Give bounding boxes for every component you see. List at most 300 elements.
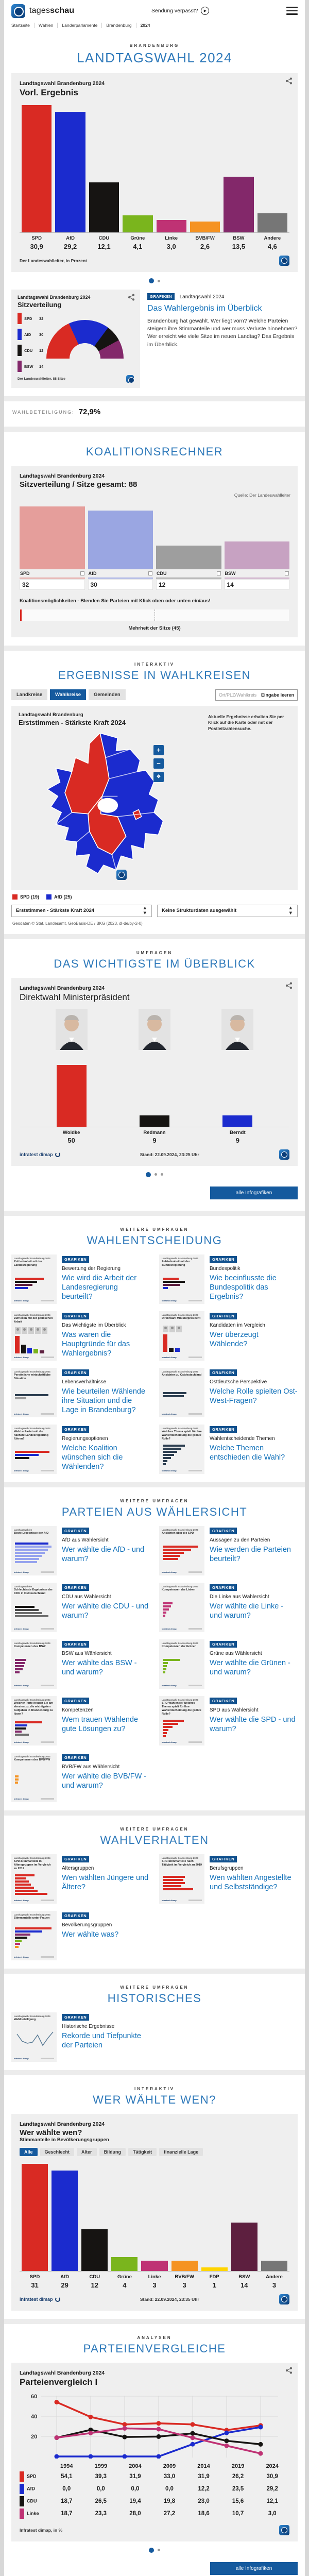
- breadcrumb-item[interactable]: 2024: [140, 23, 150, 28]
- bar-category-label: SPD: [29, 2274, 40, 2280]
- bar-BVB/FW: [190, 222, 220, 232]
- metric-select[interactable]: Erststimmen - Stärkste Kraft 2024 ▲ ▼: [11, 905, 152, 917]
- teaser-thumbnail[interactable]: [11, 2012, 57, 2062]
- teaser-thumbnail[interactable]: [159, 1526, 204, 1575]
- infratest-dimap-logo: infratest dimap: [162, 1627, 177, 1630]
- teaser-headline[interactable]: Wie werden die Parteien beurteilt?: [210, 1545, 291, 1563]
- teaser-headline[interactable]: Welche Themen entschieden die Wahl?: [210, 1444, 285, 1462]
- candidate-photo-Berndt: [209, 1009, 266, 1050]
- teaser[interactable]: [159, 1368, 298, 1417]
- card-title: Parteienvergleich I: [20, 2377, 98, 2387]
- thumb-chart: [162, 1649, 202, 1684]
- filter-bildung[interactable]: Bildung: [99, 2148, 126, 2156]
- teaser-text[interactable]: [210, 1854, 298, 1904]
- carousel-dots[interactable]: [4, 2541, 305, 2559]
- thumb-stand-placeholder: [41, 1413, 54, 1415]
- missed-broadcast-link[interactable]: [151, 7, 209, 15]
- infratest-dimap-logo: infratest dimap: [14, 1355, 29, 1359]
- thumb-caption: Beste Ergebnisse der AfD: [14, 1531, 49, 1535]
- candidate-label: [43, 1127, 100, 1144]
- thumb-bar: [163, 1287, 168, 1289]
- teaser-topic: BSW aus Wählersicht: [62, 1650, 112, 1656]
- teaser[interactable]: [159, 1311, 298, 1361]
- zoom-reset-button[interactable]: ✥: [153, 772, 164, 782]
- teaser[interactable]: [159, 1696, 298, 1745]
- breadcrumb-item[interactable]: Brandenburg: [102, 23, 136, 28]
- thumb-bar: [15, 1721, 42, 1723]
- comparison-source: Infratest dimap, in %: [20, 2527, 63, 2533]
- coalition-checkbox[interactable]: [80, 571, 84, 575]
- carousel-dots[interactable]: [4, 272, 305, 290]
- coalition-column-SPD[interactable]: [20, 506, 85, 590]
- thumb-bar: [15, 1943, 20, 1945]
- teaser-thumbnail[interactable]: [159, 1311, 204, 1361]
- thumb-photo: [15, 1327, 21, 1334]
- thumb-bar: [15, 1727, 26, 1730]
- legend-item: [18, 313, 43, 324]
- coalition-column-BSW[interactable]: [225, 541, 290, 589]
- teaser-text[interactable]: [62, 1696, 150, 1745]
- thumb-caption: Zufriedenheit mit der Bundesregierung: [162, 1260, 190, 1267]
- teaser-thumbnail[interactable]: [11, 1639, 57, 1689]
- tagesschau-watermark-icon: [279, 1149, 289, 1160]
- share-icon[interactable]: [285, 2367, 293, 2374]
- section-wer-waehlte-wen: [4, 2075, 305, 2319]
- bar-label-column: [89, 233, 119, 250]
- thumb-caption: Stimmanteile unter Frauen: [14, 1916, 50, 1920]
- teaser-topic: Bevölkerungsgruppen: [62, 1922, 112, 1928]
- teaser-headline[interactable]: Das Wahlergebnis im Überblick: [147, 304, 262, 313]
- thumb-bar: [15, 1671, 20, 1673]
- infratest-dimap-logo: infratest dimap: [162, 1355, 177, 1359]
- coalition-column-AfD[interactable]: [88, 511, 153, 590]
- thumb-bar: [163, 1659, 180, 1661]
- teaser-thumbnail[interactable]: [11, 1854, 57, 1904]
- teaser-headline[interactable]: Wer wählte die SPD - und warum?: [210, 1715, 296, 1733]
- coalition-party-row[interactable]: [20, 569, 85, 579]
- teaser-headline[interactable]: Wem trauen Wählende gute Lösungen zu?: [62, 1715, 139, 1733]
- teaser[interactable]: [11, 1526, 150, 1575]
- hero-eyebrow: BRANDENBURG: [129, 43, 180, 48]
- coalition-column-CDU[interactable]: [156, 546, 221, 590]
- tab-gemeinden[interactable]: Gemeinden: [89, 689, 126, 700]
- section-eyebrow: WEITERE UMFRAGEN: [120, 1498, 189, 1503]
- teaser[interactable]: [11, 1311, 150, 1361]
- thumb-bar: [27, 1348, 32, 1354]
- brandenburg-map[interactable]: [19, 730, 188, 884]
- teaser-text[interactable]: [210, 1425, 298, 1474]
- teaser[interactable]: [11, 1639, 150, 1689]
- teaser-thumbnail[interactable]: [11, 1311, 57, 1361]
- search-input[interactable]: [215, 689, 298, 701]
- thumb-bar: [15, 1930, 42, 1933]
- thumb-source: [162, 1684, 202, 1687]
- grafiken-badge: GRAFIKEN: [62, 1754, 89, 1761]
- teaser-text[interactable]: [62, 1368, 150, 1417]
- teaser[interactable]: [159, 1639, 298, 1689]
- teaser-thumbnail[interactable]: [11, 1911, 57, 1960]
- thumb-bar: [163, 1552, 184, 1554]
- coalition-bar[interactable]: [88, 511, 153, 569]
- breadcrumb-item[interactable]: Startseite: [11, 23, 35, 28]
- thumb-bar: [15, 1937, 27, 1939]
- thumb-bar: [163, 1729, 168, 1731]
- section-eyebrow: INTERAKTIV: [134, 2086, 175, 2091]
- thumb-stand-placeholder: [41, 1741, 54, 1743]
- section-title: KOALITIONSRECHNER: [85, 445, 224, 458]
- thumb-chart: [14, 1267, 54, 1299]
- thumb-kicker: Landtagswahl Brandenburg 2024: [14, 1755, 50, 1758]
- bar-value-label: 29: [61, 2281, 68, 2289]
- teaser[interactable]: [11, 1854, 150, 1904]
- teaser-text[interactable]: [62, 1255, 150, 1304]
- thumb-source: [14, 1741, 54, 1743]
- bar-label-column: [157, 233, 186, 250]
- filter-finanzielle lage[interactable]: finanzielle Lage: [159, 2148, 203, 2156]
- structure-select[interactable]: Keine Strukturdaten ausgewählt ▲ ▼: [157, 905, 298, 917]
- teaser-headline[interactable]: Wer wählte das BSW - und warum?: [62, 1658, 137, 1676]
- carousel-dot[interactable]: [158, 2549, 160, 2551]
- section-title: HISTORISCHES: [107, 1991, 202, 2005]
- teaser-headline[interactable]: Wer wählte die Linke - und warum?: [210, 1602, 284, 1620]
- teaser-text[interactable]: [210, 1526, 298, 1575]
- bar-Andere: [258, 213, 287, 232]
- result-bar-labels: [20, 233, 289, 250]
- thumb-bar: [15, 1612, 42, 1614]
- bar-column: [81, 2163, 108, 2271]
- section-eyebrow: WEITERE UMFRAGEN: [120, 1227, 189, 1232]
- infratest-dimap-logo: infratest dimap: [14, 1299, 29, 1302]
- teaser-headline[interactable]: Wie beeinflusste die Bundespolitik das Ergebnis?: [210, 1274, 277, 1301]
- teaser-topic: Kompetenzen: [62, 1707, 94, 1713]
- grafiken-badge: GRAFIKEN: [62, 1912, 89, 1919]
- section-title: WAHLENTSCHEIDUNG: [87, 1233, 222, 1247]
- section-title: PARTEIEN AUS WÄHLERSICHT: [61, 1505, 248, 1518]
- teaser-text[interactable]: [62, 1425, 150, 1474]
- share-icon[interactable]: [285, 982, 293, 989]
- carousel-dot[interactable]: [146, 1172, 151, 1177]
- thumb-bar: [163, 1608, 169, 1611]
- legend-seats: 12: [39, 348, 44, 353]
- teaser[interactable]: [11, 1368, 150, 1417]
- carousel-dot[interactable]: [154, 1173, 157, 1176]
- thumb-bar: [163, 1334, 167, 1352]
- teaser[interactable]: [11, 1911, 150, 1960]
- thumb-chart: [162, 1320, 202, 1356]
- teaser[interactable]: [11, 1425, 150, 1474]
- teaser[interactable]: [11, 1583, 150, 1632]
- bar-label-column: [141, 2272, 167, 2289]
- teaser-text[interactable]: [210, 1583, 298, 1632]
- bar-column: [52, 2163, 78, 2271]
- grafiken-badge: GRAFIKEN: [62, 2014, 89, 2021]
- thumb-bar: [15, 1546, 52, 1548]
- teaser-thumbnail[interactable]: [159, 1425, 204, 1474]
- menu-icon[interactable]: [286, 7, 298, 15]
- teaser-text[interactable]: [62, 1311, 150, 1361]
- legend-chip: [18, 329, 22, 340]
- thumb-chart: [162, 1441, 202, 1469]
- teaser-headline[interactable]: Welche Koalition wünschen sich die Wählenden?: [62, 1444, 123, 1471]
- legend-party: BSW: [24, 364, 33, 369]
- coalition-seats-input[interactable]: 14: [225, 580, 290, 590]
- teaser-thumbnail[interactable]: [159, 1696, 204, 1745]
- teaser-text[interactable]: [210, 1696, 298, 1745]
- bar-column: [111, 2163, 138, 2271]
- comparison-table: [20, 2462, 289, 2520]
- thumb-chart: [14, 1871, 54, 1899]
- thumb-chart: [14, 1596, 54, 1628]
- teaser-thumbnail[interactable]: [159, 1255, 204, 1304]
- zoom-in-button[interactable]: +: [153, 745, 164, 755]
- bar-column: [231, 2163, 258, 2271]
- overview-teaser[interactable]: [147, 290, 298, 388]
- bar-column: [141, 2163, 167, 2271]
- thumb-bar: [163, 1392, 186, 1394]
- teaser-text[interactable]: [210, 1255, 298, 1304]
- thumb-bar: [15, 1734, 29, 1736]
- share-icon[interactable]: [128, 294, 135, 301]
- bar-column: [22, 105, 52, 232]
- teaser-headline[interactable]: Rekorde und Tiefpunkte der Parteien: [62, 2031, 141, 2049]
- thumb-bar: [163, 1668, 166, 1670]
- teaser-headline[interactable]: Wie wird die Arbeit der Landesregierung beurteilt?: [62, 1274, 137, 1301]
- thumb-bar: [163, 1460, 167, 1462]
- bar-label-column: [258, 233, 287, 250]
- coalition-seats-input[interactable]: 12: [156, 580, 221, 590]
- teaser-text[interactable]: [62, 1639, 150, 1689]
- bar-value-label: 2,6: [200, 243, 210, 250]
- teaser[interactable]: [159, 1526, 298, 1575]
- thumb-bar: [15, 1724, 27, 1726]
- teaser[interactable]: [159, 1583, 298, 1632]
- teaser-text[interactable]: [62, 1854, 150, 1904]
- teaser-headline[interactable]: Wer wählte die BVB/FW - und warum?: [62, 1772, 147, 1790]
- share-icon[interactable]: [285, 77, 293, 84]
- teaser-topic: Die Linke aus Wählersicht: [210, 1594, 269, 1600]
- bar-label-column: [81, 2272, 108, 2289]
- teaser-text[interactable]: [62, 1526, 150, 1575]
- thumb-kicker: Landtagswahl Brandenburg 2024: [162, 1427, 198, 1430]
- thumb-kicker: Landtagswahl Brandenburg 2024: [14, 1313, 50, 1316]
- thumb-source: [14, 1798, 54, 1800]
- thumb-chart: [162, 1867, 202, 1899]
- thumb-bar: [15, 1606, 35, 1608]
- bar-column: [224, 105, 253, 232]
- bar-label-column: [201, 2272, 228, 2289]
- teaser-headline[interactable]: Wer wählte die CDU - und warum?: [62, 1602, 149, 1620]
- coalition-bar[interactable]: [156, 546, 221, 569]
- teaser-text[interactable]: [62, 1911, 118, 1960]
- teaser-thumbnail[interactable]: [11, 1368, 57, 1417]
- filter-alle[interactable]: Alle: [20, 2148, 38, 2156]
- thumb-caption: Welche Partei soll die nächste Landesregierung führen?: [14, 1430, 48, 1440]
- candidate-name: Redmann: [143, 1129, 166, 1136]
- coalition-bar[interactable]: [225, 541, 290, 569]
- thumb-stand-placeholder: [188, 1470, 202, 1471]
- thumb-kicker: Landtagswahl Brandenburg 2024: [162, 1370, 198, 1373]
- bar-value-label: 31: [31, 2281, 39, 2289]
- teaser-topic: Wahlentscheidende Themen: [210, 1435, 275, 1442]
- bar-Linke: [157, 220, 186, 232]
- section-wahlverhalten: [4, 1816, 305, 1969]
- thumb-bar: [40, 1350, 44, 1353]
- coalition-seats-input[interactable]: 32: [20, 580, 85, 590]
- carousel-dot[interactable]: [149, 2548, 154, 2553]
- map-zoom-controls: [153, 745, 164, 782]
- teaser[interactable]: [11, 2012, 150, 2062]
- infratest-dimap-logo: infratest dimap: [14, 1570, 29, 1573]
- breadcrumb: [4, 22, 305, 32]
- teaser-thumbnail[interactable]: [11, 1425, 57, 1474]
- teaser-headline[interactable]: Wer überzeugt Wählende?: [210, 1330, 259, 1348]
- thumb-caption: Kompetenzen der Grünen: [162, 1645, 197, 1648]
- teaser[interactable]: [159, 1255, 298, 1304]
- carousel-dots[interactable]: [4, 1166, 305, 1183]
- thumb-source: [162, 1628, 202, 1630]
- coalition-party-row[interactable]: [225, 569, 290, 579]
- thumb-stand-placeholder: [41, 1685, 54, 1686]
- seats-half-donut-chart: [46, 320, 124, 359]
- thumb-bar: [163, 1278, 179, 1280]
- section-coalition-calculator: [4, 432, 305, 646]
- coalition-party-row[interactable]: [88, 569, 153, 579]
- teaser-thumbnail[interactable]: [159, 1368, 204, 1417]
- clear-input-button[interactable]: Eingabe leeren: [261, 692, 294, 698]
- teaser-headline[interactable]: Wie beurteilen Wählende ihre Situation und die Lage in Brandenburg?: [62, 1387, 146, 1414]
- tab-wahlkreise[interactable]: Wahlkreise: [50, 689, 86, 700]
- teaser-text[interactable]: [62, 2012, 150, 2062]
- who-voted-bar-labels: [20, 2272, 289, 2289]
- candidate-photos: [20, 1009, 289, 1050]
- teaser-topic: Grüne aus Wählersicht: [210, 1650, 262, 1656]
- candidate-value: 9: [235, 1136, 239, 1144]
- bar-category-label: Linke: [148, 2274, 161, 2280]
- teaser[interactable]: [11, 1753, 150, 1802]
- teaser[interactable]: [11, 1696, 150, 1745]
- carousel-dot[interactable]: [161, 1173, 163, 1176]
- teaser-headline[interactable]: Wer wählte was?: [62, 1930, 119, 1939]
- coalition-seats-input[interactable]: 30: [88, 580, 153, 590]
- stand-timestamp: Stand: 22.09.2024, 23:35 Uhr: [140, 2296, 199, 2302]
- teaser-thumbnail[interactable]: [11, 1526, 57, 1575]
- teaser-headline[interactable]: Wen wählten Jüngere und Ältere?: [62, 1873, 149, 1891]
- thumb-caption: Ansichten über die SPD: [162, 1531, 194, 1535]
- thumb-bar: [163, 1726, 173, 1728]
- tab-landkreise[interactable]: Landkreise: [11, 689, 47, 700]
- teaser-thumbnail[interactable]: [11, 1583, 57, 1632]
- coalition-checkbox[interactable]: [148, 571, 152, 575]
- carousel-dot[interactable]: [149, 278, 154, 283]
- thumb-bar: [163, 1457, 171, 1459]
- coalition-checkbox[interactable]: [217, 571, 221, 575]
- thumb-chart: [162, 1716, 202, 1740]
- bar-label-column: [22, 233, 52, 250]
- coalition-bar[interactable]: [20, 506, 85, 569]
- coalition-card: [11, 466, 298, 637]
- teaser-thumbnail[interactable]: [11, 1696, 57, 1745]
- teaser-thumbnail[interactable]: [11, 1255, 57, 1304]
- zoom-out-button[interactable]: −: [153, 758, 164, 769]
- thumb-bar: [163, 1549, 191, 1551]
- teaser[interactable]: [11, 1255, 150, 1304]
- coalition-party-label: AfD: [88, 570, 97, 576]
- thumb-caption: Persönliche wirtschaftliche Situation: [14, 1373, 51, 1380]
- thumb-kicker: Landtagswahl Brandenburg 2024: [162, 1257, 198, 1260]
- bar-label-column: [55, 233, 85, 250]
- thumb-caption: Wahlbeteiligung: [14, 2018, 36, 2021]
- teaser-headline[interactable]: Welche Rolle spielten Ost-West-Fragen?: [210, 1387, 298, 1405]
- breadcrumb-item[interactable]: Länderparlamente: [58, 23, 102, 28]
- legend-party: CDU: [24, 348, 33, 353]
- teaser-text[interactable]: [62, 1583, 150, 1632]
- teaser[interactable]: [159, 1425, 298, 1474]
- page: [4, 0, 305, 2576]
- filter-geschlecht[interactable]: Geschlecht: [40, 2148, 75, 2156]
- teaser-headline[interactable]: Was waren die Hauptgründe für das Wahlergebnis?: [62, 1330, 130, 1358]
- coalition-party-row[interactable]: [156, 569, 221, 579]
- legend-item: [18, 329, 43, 340]
- thumb-bar: [15, 1659, 26, 1661]
- teaser-text[interactable]: [210, 1311, 298, 1361]
- grafiken-badge: GRAFIKEN: [62, 1313, 89, 1319]
- filter-tätigkeit[interactable]: Tätigkeit: [128, 2148, 157, 2156]
- teaser-headline[interactable]: Wer wählte die AfD - und warum?: [62, 1545, 145, 1563]
- seats-source: Der Landeswahlleiter, 88 Sitze: [18, 377, 65, 381]
- thumb-bar: [163, 1281, 185, 1283]
- thumb-bar: [163, 1720, 184, 1722]
- bar-column: [123, 105, 152, 232]
- carousel-dot[interactable]: [158, 280, 160, 282]
- brand-wordmark[interactable]: tagesschau: [29, 6, 75, 15]
- map-kicker: Landtagswahl Brandenburg: [19, 711, 83, 718]
- teaser-text[interactable]: [210, 1368, 298, 1417]
- section-districts: [4, 651, 305, 934]
- breadcrumb-item[interactable]: Wahlen: [35, 23, 58, 28]
- teaser-text[interactable]: [210, 1639, 298, 1689]
- who-voted-bar-chart: [20, 2163, 289, 2272]
- thumb-stand-placeholder: [188, 1900, 202, 1901]
- teaser-headline[interactable]: Wen wählten Angestellte und Selbstständige?: [210, 1873, 291, 1891]
- tagesschau-logo-icon[interactable]: [11, 4, 25, 18]
- filter-alter[interactable]: Alter: [77, 2148, 97, 2156]
- comparison-line-chart: [20, 2387, 289, 2461]
- candidate-photo-Woidke: [43, 1009, 100, 1050]
- infratest-dimap-logo: infratest dimap: [14, 1469, 29, 1472]
- play-icon[interactable]: ▶: [201, 7, 209, 15]
- teaser-topic: Historische Ergebnisse: [62, 2023, 115, 2029]
- all-infographics-button[interactable]: alle Infografiken: [210, 2562, 298, 2575]
- thumb-bar: [163, 1615, 165, 1617]
- thumb-bar: [163, 1732, 167, 1734]
- teaser-text[interactable]: [62, 1753, 150, 1802]
- coalition-checkbox[interactable]: [285, 571, 289, 575]
- teaser-headline[interactable]: Wer wählte die Grünen - und warum?: [210, 1658, 290, 1676]
- thumb-photo: [35, 1327, 41, 1334]
- teaser-thumbnail[interactable]: [11, 1753, 57, 1802]
- section-eyebrow: WEITERE UMFRAGEN: [120, 1826, 189, 1832]
- thumb-bar: [15, 1543, 48, 1545]
- teaser-thumbnail[interactable]: [159, 1583, 204, 1632]
- legend-chip: [18, 361, 22, 372]
- all-infographics-button[interactable]: alle Infografiken: [210, 1187, 298, 1199]
- teaser[interactable]: [159, 1854, 298, 1904]
- teaser-thumbnail[interactable]: [159, 1854, 204, 1904]
- teaser-thumbnail[interactable]: [159, 1639, 204, 1689]
- section-title: WER WÄHLTE WEN?: [93, 2093, 216, 2106]
- map-legend-item: SPD (19): [12, 894, 39, 900]
- teaser-topic: Lebensverhältnisse: [62, 1379, 107, 1385]
